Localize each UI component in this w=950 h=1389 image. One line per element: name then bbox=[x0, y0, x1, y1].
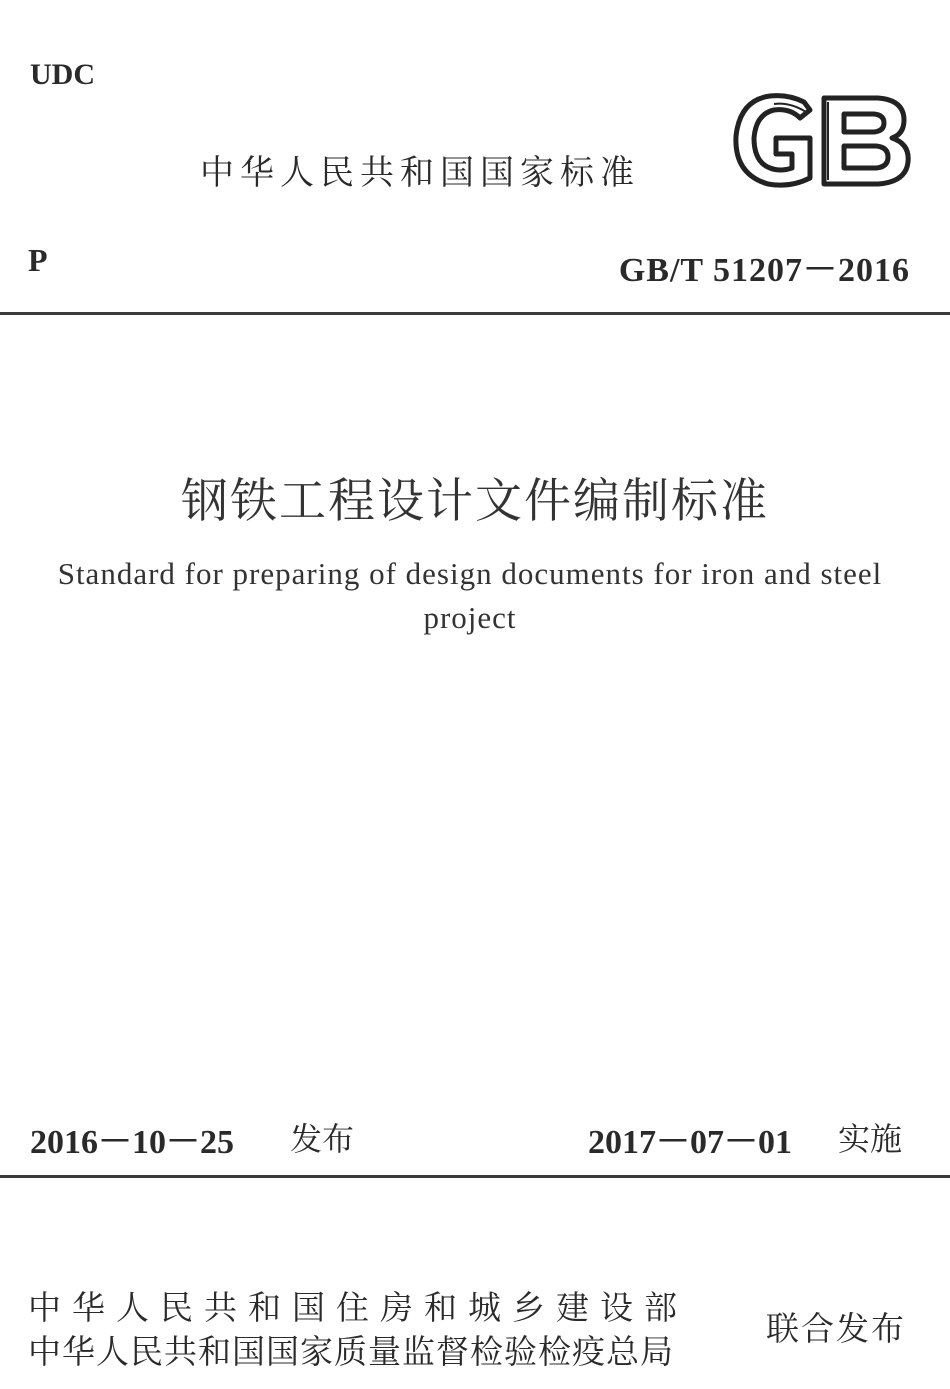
issue-date: 2016－10－25 bbox=[30, 1124, 234, 1161]
gb-logo-icon bbox=[728, 88, 914, 192]
implementation-label: 实施 bbox=[838, 1120, 903, 1158]
top-divider bbox=[0, 312, 950, 315]
title-english: Standard for preparing of design documents for iron and steel project bbox=[57, 556, 883, 635]
publisher-line-1: 中华人民共和国住房和城乡建设部 bbox=[28, 1288, 688, 1327]
udc-label: UDC bbox=[30, 58, 95, 91]
standard-number: GB/T 51207－2016 bbox=[618, 252, 910, 289]
issue-label: 发布 bbox=[290, 1120, 355, 1158]
country-standard-heading: 中华人民共和国国家标准 bbox=[200, 153, 640, 193]
bottom-divider bbox=[0, 1175, 950, 1178]
category-code: P bbox=[28, 242, 48, 278]
joint-publish-label: 联合发布 bbox=[766, 1309, 906, 1348]
implementation-date: 2017－07－01 bbox=[588, 1124, 792, 1161]
title-chinese: 钢铁工程设计文件编制标准 bbox=[181, 474, 769, 529]
publisher-line-2: 中华人民共和国国家质量监督检验检疫总局 bbox=[28, 1332, 674, 1371]
